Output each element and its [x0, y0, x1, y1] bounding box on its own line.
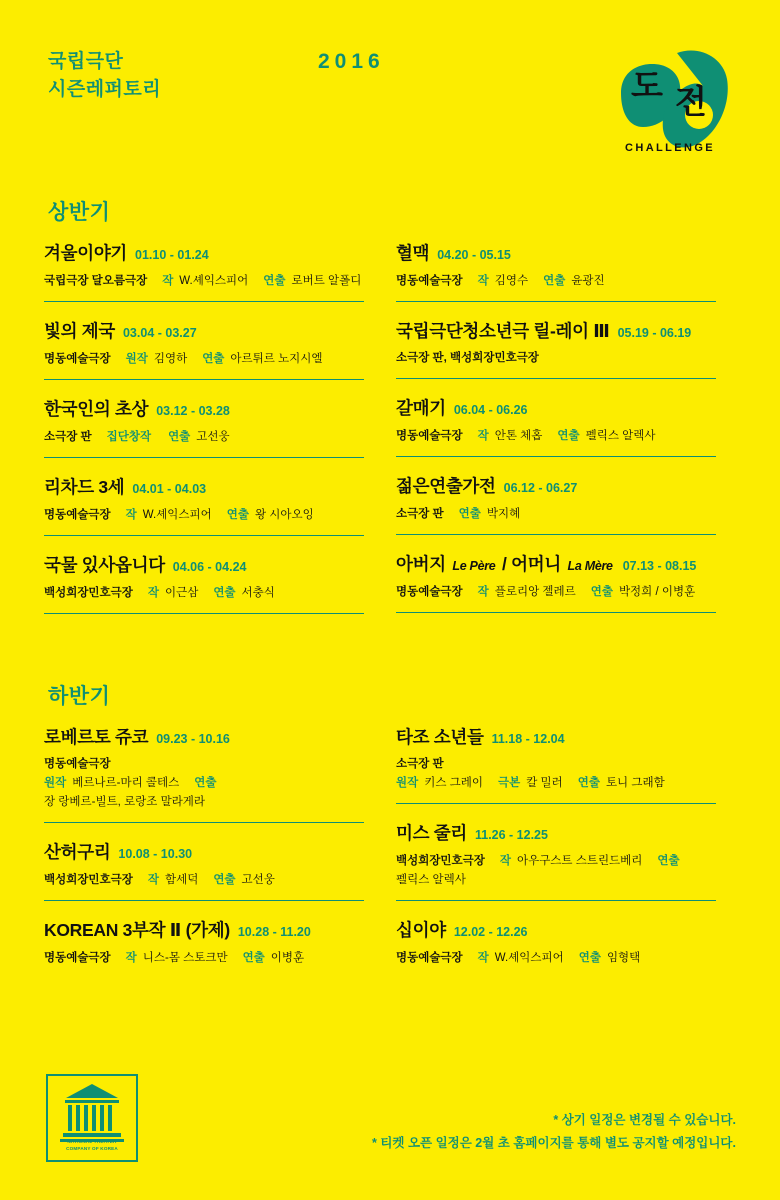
show-meta: [396, 427, 716, 446]
show-title-row: [396, 551, 716, 576]
footer-notes: [372, 1109, 736, 1157]
credit-label: 연출: [226, 508, 249, 521]
credit-label: 원작: [396, 776, 419, 789]
credit-label: 연출: [242, 951, 265, 964]
show-dates: 06.12 - 06.27: [503, 480, 578, 495]
section-title-second-half: 하반기: [48, 685, 111, 708]
show-meta: [44, 584, 364, 603]
show-meta: [44, 774, 364, 812]
credit-label: 원작: [44, 776, 67, 789]
footer-note-1: * 상기 일정은 변경될 수 있습니다.: [553, 1112, 736, 1127]
show-dates: 10.08 - 10.30: [118, 846, 193, 861]
show-title-kr-2: 어머니: [511, 553, 561, 574]
show-meta: [44, 871, 364, 890]
show-title: 리차드 3세: [44, 476, 125, 497]
show-meta: [396, 272, 716, 291]
show-meta: [44, 949, 364, 968]
brand-block: [48, 48, 161, 103]
show-title-row: [44, 396, 364, 421]
show-title: 타조 소년들: [396, 727, 484, 747]
show-item[interactable]: [44, 839, 364, 901]
credit-value: 임형택: [606, 951, 641, 964]
footer-note-2: * 티켓 오픈 일정은 2월 초 홈페이지를 통해 별도 공지할 예정입니다.: [372, 1136, 736, 1151]
show-title-row: [396, 724, 716, 749]
show-venue: 명동예술극장: [396, 951, 463, 964]
credit-value: 이근삼: [164, 586, 199, 599]
show-dates: 12.02 - 12.26: [453, 924, 528, 939]
show-title: 국물 있사옵니다: [44, 554, 165, 575]
show-meta: [396, 583, 716, 602]
show-title-fr-2: La Mère: [567, 558, 613, 573]
credit-value: 고선웅: [241, 873, 275, 886]
show-title-row: [396, 395, 716, 420]
credit-value: W.셰익스피어: [494, 951, 564, 964]
credit-label: 연출: [657, 854, 680, 867]
credit-label: 연출: [194, 776, 217, 789]
show-item[interactable]: [396, 724, 716, 804]
show-venue: 국립극장 달오름극장: [44, 275, 148, 287]
credit-label: 연출: [213, 586, 236, 599]
show-dates: 09.23 - 10.16: [156, 732, 230, 746]
credit-label: 연출: [168, 430, 191, 443]
show-venue: 명동예술극장: [44, 758, 111, 770]
show-title: KOREAN 3부작 Ⅱ (가제): [44, 919, 230, 940]
show-title: 한국인의 초상: [44, 398, 149, 419]
credit-value: 베르나르-마리 콜테스: [72, 776, 180, 789]
show-dates: 04.01 - 04.03: [132, 481, 207, 496]
credit-label: 작: [477, 951, 489, 964]
show-dates: 06.04 - 06.26: [453, 402, 528, 417]
show-item[interactable]: [396, 318, 716, 379]
credit-value: 로버트 알폴디: [291, 275, 362, 287]
show-title-row: [44, 839, 364, 864]
show-venue: 명동예술극장: [44, 508, 111, 521]
credit-value: 아르튀르 노지시엘: [230, 352, 323, 365]
credit-label: 연출: [578, 951, 601, 964]
show-venue: 명동예술극장: [396, 585, 463, 598]
credit-label: 집단창작: [106, 430, 152, 443]
first-half-left-column: [44, 240, 364, 630]
show-meta: [44, 506, 364, 525]
credit-value: 왕 시아오잉: [254, 508, 314, 521]
show-item[interactable]: [396, 917, 716, 978]
credit-label: 연출: [590, 585, 613, 598]
credit-label: 연출: [557, 429, 580, 442]
show-dates: 01.10 - 01.24: [135, 248, 209, 262]
show-dates: 03.04 - 03.27: [122, 325, 197, 340]
show-title: 겨울이야기: [44, 243, 128, 263]
show-title: 혈맥: [396, 243, 430, 263]
show-item[interactable]: [44, 240, 364, 302]
show-title-fr-1: Le Père: [452, 558, 496, 573]
credit-value: 서충식: [241, 586, 275, 599]
show-venue: 명동예술극장: [44, 352, 111, 365]
credit-label: 원작: [125, 352, 148, 365]
show-title-kr-1: 아버지: [396, 553, 446, 574]
credit-label: 작: [477, 275, 489, 287]
brand-line-2: 시즌레퍼토리: [48, 78, 162, 100]
show-dates: 05.19 - 06.19: [617, 325, 692, 340]
first-half-right-column: [396, 240, 716, 629]
show-item[interactable]: [44, 917, 364, 978]
credit-label: 극본: [497, 776, 521, 789]
show-venue: 명동예술극장: [44, 951, 111, 964]
show-dates: 11.26 - 12.25: [474, 827, 548, 842]
show-meta: [396, 774, 716, 793]
show-title-row: [396, 820, 716, 845]
credit-value: 김영하: [153, 352, 188, 365]
credit-value: 플로리앙 젤레르: [494, 585, 576, 598]
second-half-left-column: [44, 724, 364, 994]
show-meta: [44, 272, 364, 291]
show-venue: 소극장 판: [396, 507, 444, 520]
show-meta: [396, 949, 716, 968]
credit-value: 박지혜: [486, 507, 521, 520]
ntck-logo: [46, 1074, 138, 1162]
show-meta: [44, 350, 364, 369]
credit-label: 연출: [458, 507, 481, 520]
show-title: 젊은연출가전: [396, 475, 496, 496]
show-venue: 백성희장민호극장: [396, 854, 485, 867]
show-title-row: [396, 917, 716, 942]
show-venue: 명동예술극장: [396, 429, 463, 442]
credit-label: 작: [147, 586, 159, 599]
show-dates: 07.13 - 08.15: [622, 558, 697, 573]
ntck-logo-text: [48, 1139, 136, 1153]
credit-value: 김영수: [494, 275, 529, 287]
credit-label: 작: [125, 508, 137, 521]
show-venue: 명동예술극장: [396, 275, 463, 287]
show-meta: [44, 428, 364, 447]
show-item[interactable]: [44, 396, 364, 458]
show-venue: 소극장 판: [44, 430, 92, 443]
show-title: 빛의 제국: [44, 320, 115, 341]
show-title-row: [396, 240, 716, 265]
credit-value: 키스 그레이: [424, 776, 483, 789]
show-item[interactable]: [396, 820, 716, 901]
svg-text:CHALLENGE: CHALLENGE: [625, 142, 716, 154]
credit-label: 작: [499, 854, 511, 867]
credit-value: W.셰익스피어: [142, 508, 212, 521]
show-title-row: [44, 318, 364, 343]
credit-value: 이병훈: [270, 951, 305, 964]
credit-value: 함세덕: [164, 873, 199, 886]
show-dates: 04.20 - 05.15: [437, 248, 511, 262]
credit-label: 연출: [213, 873, 236, 886]
show-item[interactable]: [396, 240, 716, 302]
challenge-logo: [603, 35, 738, 160]
show-title: 산허구리: [44, 841, 111, 862]
credit-value: 고선웅: [196, 430, 230, 443]
show-item[interactable]: [44, 318, 364, 380]
credit-label: 연출: [577, 776, 600, 789]
show-dates: 03.12 - 03.28: [156, 403, 230, 418]
show-title: [396, 551, 615, 576]
credit-label: 작: [125, 951, 137, 964]
credit-value: 니스-몸 스토크만: [142, 951, 228, 964]
show-item[interactable]: [396, 551, 716, 613]
show-dates: 04.06 - 04.24: [172, 559, 247, 574]
show-venue: 백성희장민호극장: [44, 586, 133, 599]
credit-value: 윤광진: [571, 275, 605, 287]
credit-value: 장 랑베르-빌트, 로랑조 말라게라: [44, 795, 206, 808]
show-venue: 소극장 판: [396, 758, 444, 770]
credit-value: 펠릭스 알렉사: [585, 429, 656, 442]
show-title-row: [44, 724, 364, 749]
season-year: 2016: [318, 50, 385, 73]
show-venue: 소극장 판, 백성희장민호극장: [396, 351, 539, 364]
credit-value: 펠릭스 알렉사: [396, 873, 466, 886]
show-title: 갈매기: [396, 397, 446, 418]
show-item[interactable]: [44, 474, 364, 536]
show-title-row: [396, 318, 716, 343]
show-dates: 11.18 - 12.04: [491, 732, 565, 746]
credit-label: 연출: [263, 275, 286, 287]
show-dates: 10.28 - 11.20: [237, 924, 311, 939]
credit-label: 작: [147, 873, 159, 886]
credit-value: W.셰익스피어: [179, 275, 249, 287]
poster-header: [0, 40, 780, 170]
show-title-row: [44, 917, 364, 942]
show-title-row: [44, 552, 364, 577]
svg-text:도: 도: [631, 67, 663, 104]
credit-value: 아우구스트 스트린드베리: [516, 854, 643, 867]
credit-label: 작: [477, 585, 489, 598]
credit-label: 연출: [543, 275, 566, 287]
credit-value: 토니 그래함: [605, 776, 665, 789]
svg-text:전: 전: [675, 83, 707, 120]
show-meta: [396, 852, 716, 890]
show-title: 국립극단청소년극 릴-레이 Ⅲ: [396, 320, 610, 341]
credit-value: 박정희 / 이병훈: [618, 585, 696, 598]
credit-label: 연출: [202, 352, 225, 365]
show-meta: [396, 350, 716, 368]
second-half-right-column: [396, 724, 716, 994]
ntck-logo-line-2: COMPANY OF KOREA: [66, 1146, 118, 1152]
show-title: 미스 줄리: [396, 822, 467, 843]
credit-value: 안톤 체홉: [494, 429, 543, 442]
show-title-row: [396, 473, 716, 498]
show-item[interactable]: [44, 724, 364, 823]
show-meta: [396, 505, 716, 524]
credit-label: 작: [162, 275, 174, 287]
brand-line-1: 국립극단: [48, 51, 124, 72]
credit-value: 칼 밀러: [526, 776, 563, 789]
show-title-row: [44, 240, 364, 265]
show-title-separator: /: [502, 553, 507, 574]
show-venue: 백성희장민호극장: [44, 873, 133, 886]
show-title: 로베르토 쥬코: [44, 727, 149, 747]
show-item[interactable]: [396, 473, 716, 535]
section-title-first-half: 상반기: [48, 201, 111, 224]
show-title: 십이야: [396, 919, 446, 940]
credit-label: 작: [477, 429, 489, 442]
show-item[interactable]: [44, 552, 364, 614]
show-item[interactable]: [396, 395, 716, 457]
show-title-row: [44, 474, 364, 499]
ntck-logo-line-1: NATIONAL THEATER: [67, 1139, 117, 1145]
